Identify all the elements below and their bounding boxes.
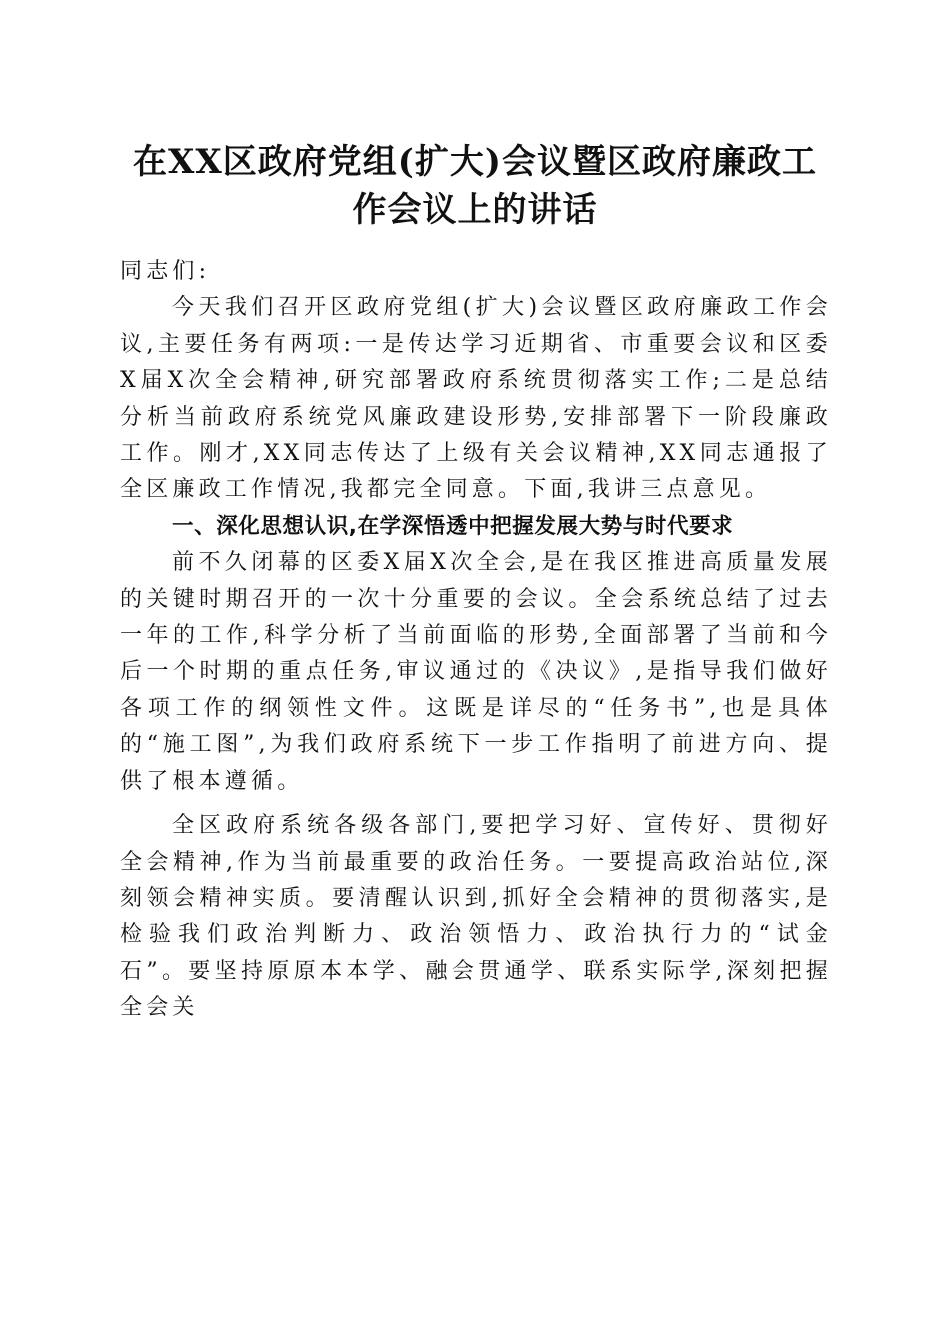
title-line-2: 作会议上的讲话: [352, 190, 598, 230]
document-body: [120, 254, 832, 1027]
body-paragraph: 前不久闭幕的区委X届X次全会,是在我区推进高质量发展的关键时期召开的一次十分重要的会议。全会系统总结了过去一年的工作,科学分析了当前面临的形势,全面部署了当前和今后一个时期的重点任务,审议通过的《决议》,是指导我们做好各项工作的纲领性文件。这既是详尽的“任务书”,也是具体的“施工图”,为我们政府系统下一步工作指明了前进方向、提供了根本遵循。: [120, 550, 832, 794]
intro-paragraph: 今天我们召开区政府党组(扩大)会议暨区政府廉政工作会议,主要任务有两项:一是传达学习近期省、市重要会议和区委X届X次全会精神,研究部署政府系统贯彻落实工作;二是总结分析当前政府系统党风廉政建设形势,安排部署下一阶段廉政工作。刚才,XX同志传达了上级有关会议精神,XX同志通报了全区廉政工作情况,我都完全同意。下面,我讲三点意见。: [120, 295, 832, 503]
body-paragraph: 全区政府系统各级各部门,要把学习好、宣传好、贯彻好全会精神,作为当前最重要的政治任务。一要提高政治站位,深刻领会精神实质。要清醒认识到,抓好全会精神的贯彻落实,是检验我们政治判断力、政治领悟力、政治执行力的“试金石”。要坚持原原本本学、融会贯通学、联系实际学,深刻把握全会关: [120, 813, 832, 1021]
section-heading-1: 一、深化思想认识,在学深悟透中把握发展大势与时代要求: [172, 513, 734, 539]
title-line-1: 在XX区政府党组(扩大)会议暨区政府廉政工: [133, 142, 817, 182]
salutation: 同志们:: [120, 259, 211, 284]
document-title: [110, 138, 840, 234]
